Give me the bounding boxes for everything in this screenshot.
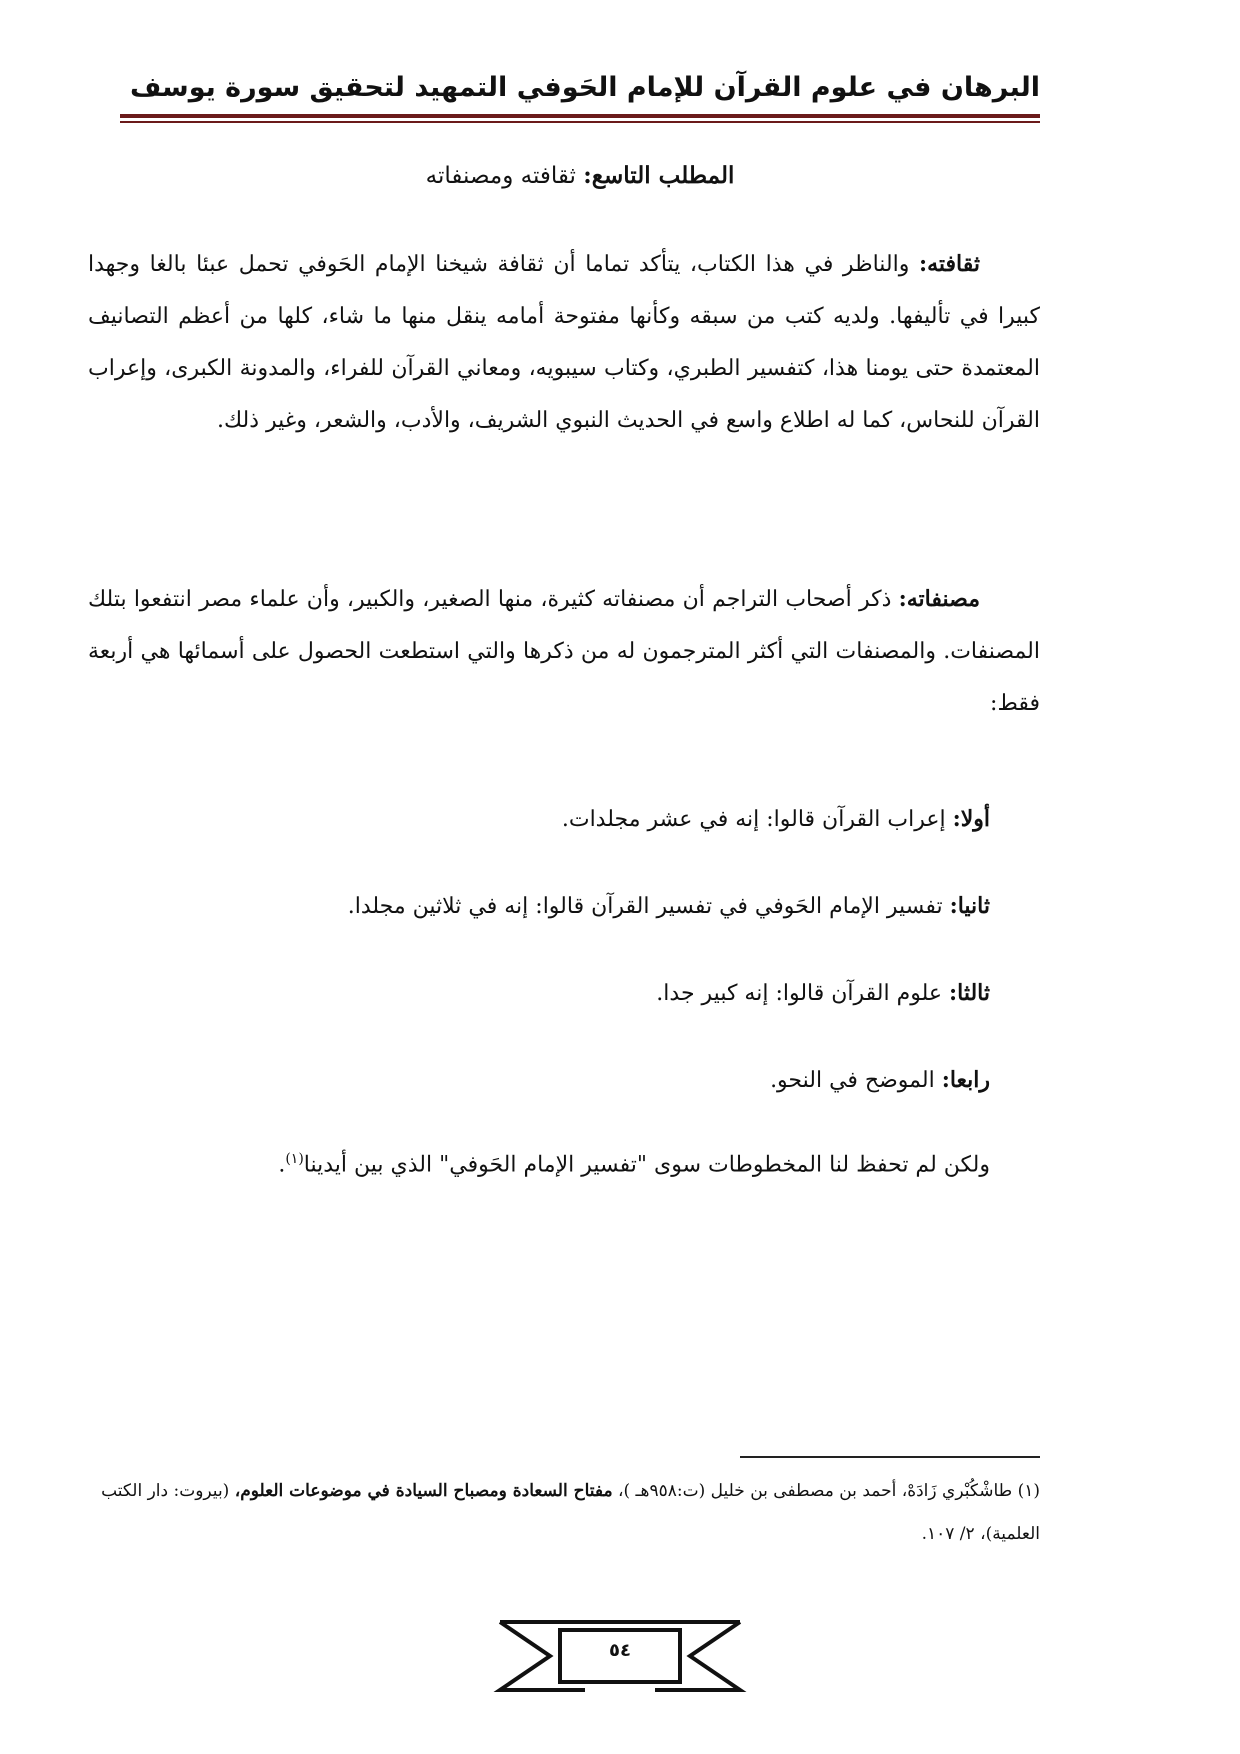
works-list-item (210, 1067, 990, 1093)
footnote-separator (740, 1456, 1040, 1458)
footnote (88, 1470, 1040, 1556)
page-number: ٥٤ (609, 1640, 631, 1661)
book-title: البرهان في علوم القرآن للإمام الحَوفي (516, 72, 1040, 103)
paragraph-culture (88, 238, 1040, 447)
section-title-text: ثقافته ومصنفاته (425, 163, 584, 189)
works-list-item (210, 806, 990, 832)
closing-text: ولكن لم تحفظ لنا المخطوطات سوى "تفسير الإمام الحَوفي" الذي بين أيدينا (303, 1152, 990, 1178)
page-header (120, 72, 1040, 112)
paragraph-works-text: ذكر أصحاب التراجم أن مصنفاته كثيرة، منها الصغير، والكبير، وأن علماء مصر انتفعوا بتلك المصنفات. والمصنفات التي أكثر المترجمون له من ذكرها والتي استطعت الحصول على أسمائها هي أربعة فقط: (88, 587, 1040, 716)
paragraph-works (88, 573, 1040, 730)
page-number-banner (490, 1616, 750, 1696)
works-item-label: أولا: (952, 806, 990, 832)
paragraph-works-label: مصنفاته: (898, 586, 980, 612)
works-list-item (210, 893, 990, 919)
paragraph-culture-text: والناظر في هذا الكتاب، يتأكد تماما أن ثقافة شيخنا الإمام الحَوفي تحمل عبئا بالغا وجهدا كبيرا في تأليفها. ولديه كتب من سبقه وكأنها مفتوحة أمامه ينقل منها ما شاء، كلها من أعظم التصانيف المعتمدة حتى يومنا هذا، كتفسير الطبري، وكتاب سيبويه، ومعاني القرآن للفراء، والمدونة الكبرى، وإعراب القرآن للنحاس، كما له اطلاع واسع في الحديث النبوي الشريف، والأدب، والشعر، وغير ذلك. (88, 252, 1041, 433)
works-item-text: الموضح في النحو. (770, 1068, 942, 1093)
works-item-text: علوم القرآن قالوا: إنه كبير جدا. (656, 981, 949, 1006)
works-item-label: ثانيا: (949, 893, 990, 919)
works-item-text: تفسير الإمام الحَوفي في تفسير القرآن قالوا: إنه في ثلاثين مجلدا. (347, 894, 950, 919)
works-item-label: رابعا: (941, 1067, 990, 1093)
footnote-book-title: مفتاح السعادة ومصباح السيادة في موضوعات العلوم، (234, 1481, 613, 1501)
works-item-label: ثالثا: (949, 980, 990, 1006)
footnote-text-before: (١) طاشْكُبْري زَادَهْ، أحمد بن مصطفى بن خليل (ت:٩٥٨هـ )، (612, 1481, 1040, 1501)
closing-end: . (278, 1152, 286, 1178)
header-rule-thick (120, 114, 1040, 118)
closing-sentence (210, 1151, 990, 1177)
footnote-reference[interactable]: (١) (285, 1151, 304, 1167)
header-rule-thin (120, 121, 1040, 123)
footnote-text-after: (بيروت: دار الكتب العلمية)، ٢/ ١٠٧. (101, 1481, 1040, 1544)
chapter-title: التمهيد لتحقيق سورة يوسف (130, 72, 508, 103)
section-heading (120, 162, 1040, 189)
paragraph-culture-label: ثقافته: (918, 251, 980, 277)
works-list-item (210, 980, 990, 1006)
section-label: المطلب التاسع: (583, 162, 735, 189)
works-item-text: إعراب القرآن قالوا: إنه في عشر مجلدات. (561, 807, 953, 832)
